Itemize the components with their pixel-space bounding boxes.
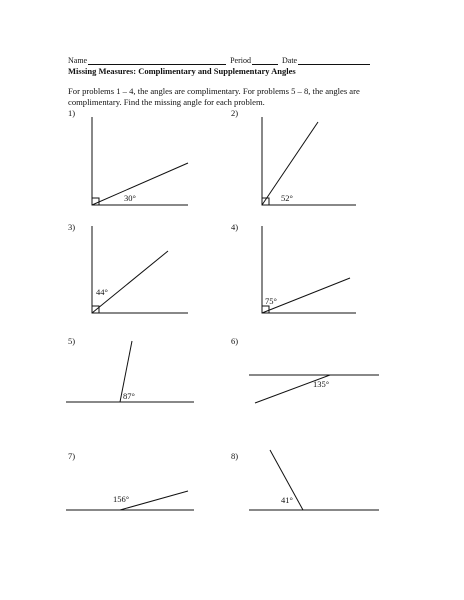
problem-2-diagram	[262, 117, 356, 205]
problem-5-number: 5)	[68, 336, 76, 346]
problem-7-ray	[120, 491, 188, 510]
problem-8-diagram	[249, 450, 379, 510]
period-label: Period	[230, 56, 251, 65]
problem-4-angle-label: 75°	[265, 296, 277, 306]
problem-6-angle-label: 135°	[313, 379, 330, 389]
problem-3-slanted-ray	[92, 251, 168, 313]
problem-2-number: 2)	[231, 108, 239, 118]
problem-1-number: 1)	[68, 108, 76, 118]
problem-8-angle-label: 41°	[281, 495, 293, 505]
problem-1-angle-label: 30°	[124, 193, 136, 203]
problem-5-angle-label: 87°	[123, 391, 135, 401]
problem-7-angle-label: 156°	[113, 494, 130, 504]
problem-8-number: 8)	[231, 451, 239, 461]
problem-4-number: 4)	[231, 222, 239, 232]
problem-1-diagram	[92, 117, 188, 205]
problem-3-angle-label: 44°	[96, 287, 108, 297]
date-label: Date	[282, 56, 298, 65]
worksheet-title: Missing Measures: Complimentary and Supplementary Angles	[68, 66, 296, 76]
problem-6-number: 6)	[231, 336, 239, 346]
problem-3-number: 3)	[68, 222, 76, 232]
instructions: For problems 1 – 4, the angles are complimentary. For problems 5 – 8, the angles are complimentary. Find the missing angle for each problem.	[68, 86, 360, 107]
problem-7-diagram	[66, 491, 194, 510]
problem-3-diagram	[92, 226, 188, 313]
problem-7-number: 7)	[68, 451, 76, 461]
name-label: Name	[68, 56, 88, 65]
problem-2-angle-label: 52°	[281, 193, 293, 203]
problem-1-slanted-ray	[92, 163, 188, 205]
